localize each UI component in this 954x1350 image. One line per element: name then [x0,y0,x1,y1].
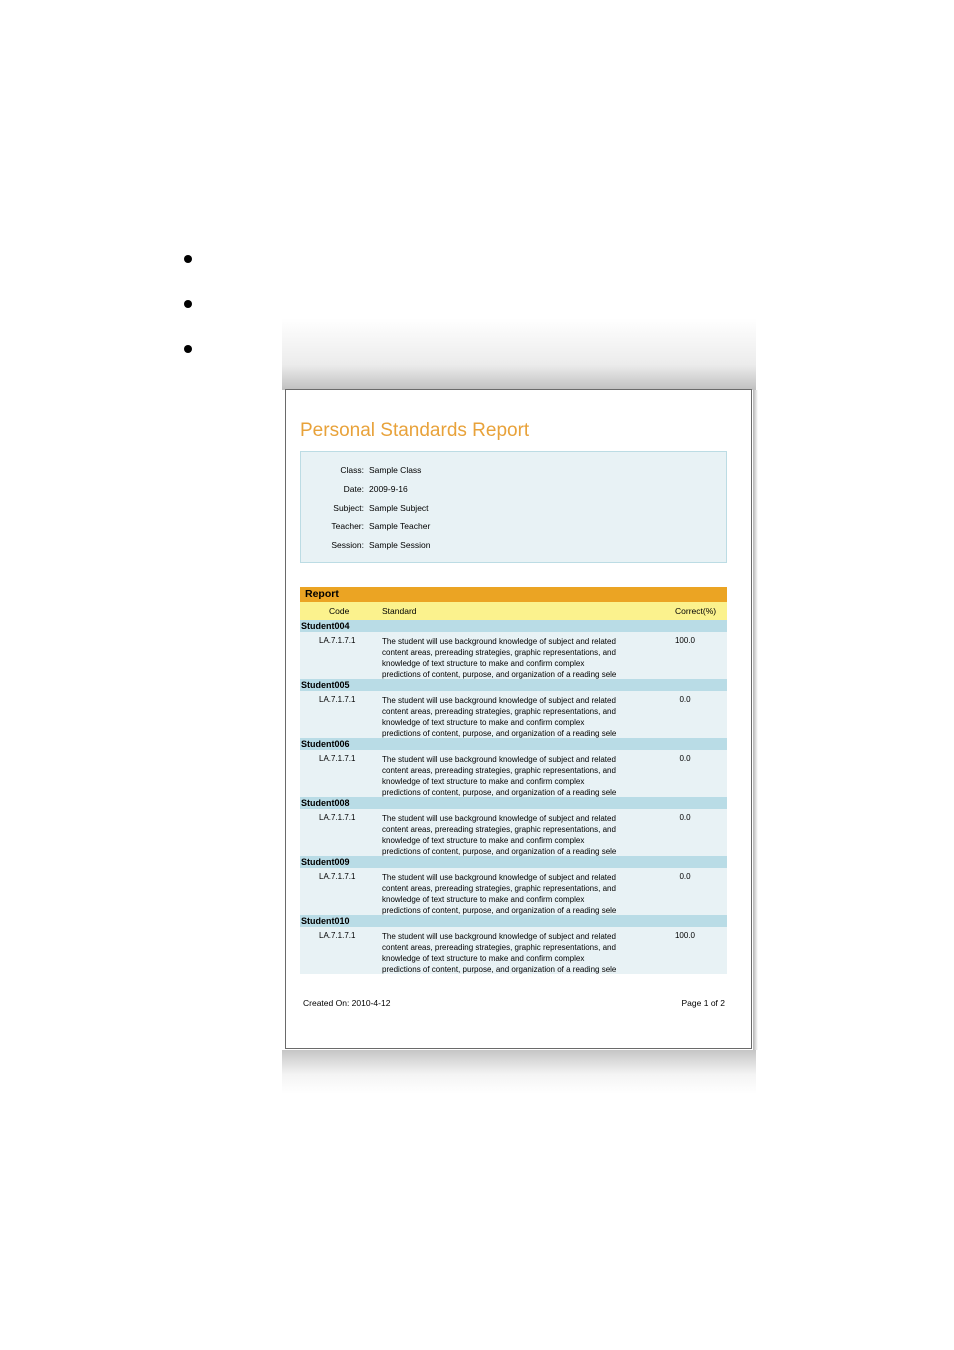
footer-page-number: Page 1 of 2 [681,998,725,1008]
standard-line: content areas, prereading strategies, graphic representations, and [382,707,616,716]
info-value: Sample Class [369,465,422,475]
table-row [300,927,727,974]
page-shadow-top [282,318,756,390]
info-row-subject [301,503,726,517]
student-row: Student006 [300,738,727,750]
student-row: Student008 [300,797,727,809]
info-row-class [301,465,726,479]
correct-percent: 100.0 [674,931,696,940]
info-label: Date: [343,484,364,494]
standard-line: predictions of content, purpose, and organization of a reading sele [382,729,617,738]
page-shadow-right [753,390,758,1050]
standard-line: predictions of content, purpose, and organization of a reading sele [382,847,617,856]
student-row: Student010 [300,915,727,927]
standard-line: knowledge of text structure to make and confirm complex [382,954,585,963]
standard-line: knowledge of text structure to make and confirm complex [382,777,585,786]
report-title: Personal Standards Report [300,420,530,441]
info-value: Sample Session [369,540,431,550]
standard-text [382,754,662,797]
student-row: Student005 [300,679,727,691]
column-header-code: Code [329,606,350,616]
standard-line: knowledge of text structure to make and confirm complex [382,718,585,727]
standard-line: content areas, prereading strategies, graphic representations, and [382,825,616,834]
info-label: Subject: [333,503,364,513]
standard-line: The student will use background knowledge of subject and related [382,873,616,882]
footer-created-on: Created On: 2010-4-12 [303,998,391,1008]
correct-percent: 0.0 [679,695,691,704]
info-label: Class: [340,465,364,475]
info-row-date [301,484,726,498]
standard-line: knowledge of text structure to make and confirm complex [382,659,585,668]
standard-code: LA.7.1.7.1 [319,754,356,763]
standard-code: LA.7.1.7.1 [319,695,356,704]
info-row-teacher [301,521,726,535]
correct-percent: 0.0 [679,754,691,763]
standard-line: predictions of content, purpose, and organization of a reading sele [382,906,617,915]
standard-text [382,931,662,974]
standard-text [382,636,662,679]
standard-line: knowledge of text structure to make and confirm complex [382,895,585,904]
report-table [300,587,727,974]
standard-line: The student will use background knowledge of subject and related [382,755,616,764]
standard-text [382,813,662,856]
bullet-1 [184,255,192,263]
student-row: Student004 [300,620,727,632]
standard-line: The student will use background knowledge of subject and related [382,814,616,823]
standard-line: The student will use background knowledge of subject and related [382,932,616,941]
standard-text [382,695,662,738]
bullet-3 [184,345,192,353]
column-header-standard: Standard [382,606,417,616]
standard-text [382,872,662,915]
info-row-session [301,540,726,554]
info-label: Teacher: [331,521,364,531]
table-row [300,750,727,797]
standard-code: LA.7.1.7.1 [319,813,356,822]
correct-percent: 100.0 [674,636,696,645]
student-row: Student009 [300,856,727,868]
column-header-row [300,602,727,620]
standard-line: content areas, prereading strategies, graphic representations, and [382,648,616,657]
info-value: Sample Teacher [369,521,431,531]
page-shadow-bottom [282,1050,756,1094]
table-row [300,691,727,738]
standard-line: The student will use background knowledge of subject and related [382,696,616,705]
info-label: Session: [331,540,364,550]
report-section-header: Report [300,587,727,602]
standard-line: The student will use background knowledge of subject and related [382,637,616,646]
standard-line: content areas, prereading strategies, graphic representations, and [382,766,616,775]
column-header-correct: Correct(%) [675,606,717,616]
standard-line: predictions of content, purpose, and organization of a reading sele [382,788,617,797]
report-page [285,389,752,1049]
standard-code: LA.7.1.7.1 [319,636,356,645]
bullet-2 [184,300,192,308]
standard-line: predictions of content, purpose, and organization of a reading sele [382,670,617,679]
info-box [300,451,727,563]
standard-line: content areas, prereading strategies, graphic representations, and [382,884,616,893]
correct-percent: 0.0 [679,813,691,822]
standard-line: content areas, prereading strategies, graphic representations, and [382,943,616,952]
correct-percent: 0.0 [679,872,691,881]
table-row [300,809,727,856]
table-row [300,868,727,915]
standard-code: LA.7.1.7.1 [319,931,356,940]
info-value: 2009-9-16 [369,484,408,494]
table-row [300,632,727,679]
standard-code: LA.7.1.7.1 [319,872,356,881]
standard-line: knowledge of text structure to make and confirm complex [382,836,585,845]
standard-line: predictions of content, purpose, and organization of a reading sele [382,965,617,974]
info-value: Sample Subject [369,503,429,513]
